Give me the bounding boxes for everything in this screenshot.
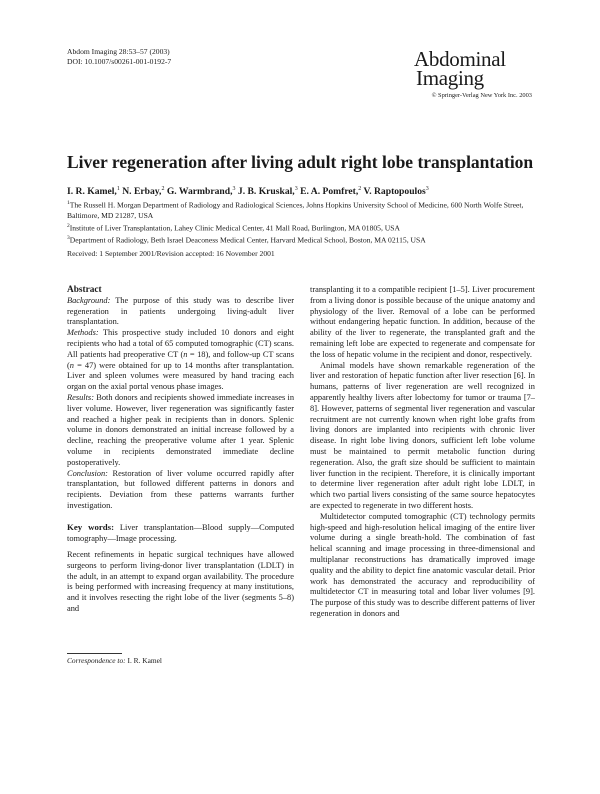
- author: E. A. Pomfret,$^2$: [300, 186, 362, 198]
- logo-word-abdominal: Abdominal: [414, 47, 506, 71]
- author: J. B. Kruskal,$^3$: [237, 186, 298, 198]
- keywords-label: Key words:: [67, 522, 115, 532]
- author-list: [67, 186, 537, 197]
- body-paragraph: transplanting it to a compatible recipient [1–5]. Liver procurement from a living donor is possible because of the unique anatomy and physiology of the liver. Removal of a lobe can be performed without endangering hepatic function. In addition, because of the ability of the liver to regenerate, the transplanted graft and the remaining left lobe are expected to regenerate and compensate for the loss of hepatic volume in the recipient and donor, respectively.: [310, 285, 535, 359]
- abstract-background: Background: The purpose of this study was to describe liver regeneration in patients undergoing living-adult liver transplantation.: [67, 295, 294, 327]
- introduction: [67, 550, 294, 615]
- author: N. Erbay,$^2$: [122, 186, 165, 198]
- journal-logo: [414, 47, 532, 90]
- right-column: [310, 285, 535, 620]
- abstract-methods: Methods: This prospective study included 10 donors and eight recipients who had a total of 65 computed tomographic (CT) scans. All patients had preoperative CT (n = 18), and follow-up CT scans (n = 47) were obtained for up to 14 months after transplantation. Liver and spleen volumes were measured by hand tracing each organ on the axial portal venous phase images.: [67, 328, 294, 392]
- intro-paragraph: Recent refinements in hepatic surgical techniques have allowed surgeons to perform living-donor liver transplantation (LDLT) in the adult, in an attempt to expand organ availability. The procedure is being performed with increasing frequency at many institutions, and it involves resecting the right lobe of the liver (segments 5–8) and: [67, 550, 294, 613]
- keywords-text: Liver transplantation—Blood supply—Computed tomography—Image processing.: [67, 523, 295, 543]
- footnote-rule: [67, 653, 122, 654]
- affiliation: $^2$Institute of Liver Transplantation, Lahey Clinic Medical Center, 41 Mall Road, Burlington, MA 01805, USA: [67, 222, 400, 233]
- body-paragraph: Multidetector computed tomographic (CT) technology permits high-speed and high-resolution helical imaging of the entire liver volume during a single breath-hold. The combination of fast helical scanning and image processing in three-dimensional and multiplanar reconstructions has dramatically improved image quality and the ability to depict fine anatomic vascular detail. Prior work has demonstrated the accuracy and reproducibility of multidetector CT in measuring total and lobar liver volumes [9]. The purpose of this study was to describe different patterns of liver regeneration in donors and: [310, 511, 535, 618]
- abstract-results: Results: Both donors and recipients showed immediate increases in liver volume. However, liver regeneration was significantly faster and reached a higher peak in recipients than in donors. Splenic volume in donors demonstrated an initial increase followed by a decline, reaching the preoperative volume after 1 year. Splenic volume in recipients demonstrated immediate decline postoperatively.: [67, 392, 295, 467]
- author: G. Warmbrand,$^3$: [166, 186, 236, 198]
- citation-line: Abdom Imaging 28:53–57 (2003): [67, 47, 170, 56]
- abstract-heading: Abstract: [67, 285, 102, 295]
- keywords: [67, 522, 294, 545]
- article-title: Liver regeneration after living adult right lobe transplantation: [67, 152, 534, 172]
- abstract-block: [67, 285, 294, 512]
- body-paragraph: Animal models have shown remarkable regeneration of the liver and restoration of hepatic function after liver resection [6]. In humans, patterns of liver regeneration are well recognized in apparently healthy livers after lobectomy for tumor or trauma [7–8]. However, patterns of segmental liver regeneration and vascular recruitment are not currently known when right lobe grafts from living donors are implanted into recipients with chronic liver disease. In right lobe living donors, sufficient left lobe volume must be maintained to permit metabolic function during regeneration. Also, the graft size should be sufficient to maintain liver function in the recipient. Therefore, it is clinically important to determine liver regeneration after adult right lobe LDLT, in which two partial livers consisting of the same source hepatocytes are expected to regenerate in two different hosts.: [310, 360, 535, 510]
- author: I. R. Kamel,$^1$: [67, 186, 120, 198]
- doi-line: DOI: 10.1007/s00261-001-0192-7: [67, 56, 172, 66]
- affiliations: [67, 198, 537, 246]
- affiliation: $^1$The Russell H. Morgan Department of Radiology and Radiological Sciences, Johns Hopkins University School of Medicine, 600 North Wolfe Street, Baltimore, MD 21287, USA: [67, 200, 524, 220]
- logo-word-imaging: Imaging: [416, 66, 484, 90]
- journal-citation: [67, 47, 171, 66]
- correspondence: Correspondence to: I. R. Kamel: [67, 656, 162, 665]
- received-date: Received: 1 September 2001/Revision accepted: 16 November 2001: [67, 249, 275, 258]
- copyright-line: © Springer-Verlag New York Inc. 2003: [431, 92, 532, 99]
- abstract-conclusion: Conclusion: Restoration of liver volume occurred rapidly after transplantation, but followed different patterns in donors and recipients. Deviation from these patterns warrants further investigation.: [67, 468, 295, 510]
- affiliation: $^3$Department of Radiology, Beth Israel Deaconess Medical Center, Harvard Medical School, Boston, MA 02115, USA: [67, 235, 426, 245]
- author: V. Raptopoulos$^3$: [363, 186, 429, 198]
